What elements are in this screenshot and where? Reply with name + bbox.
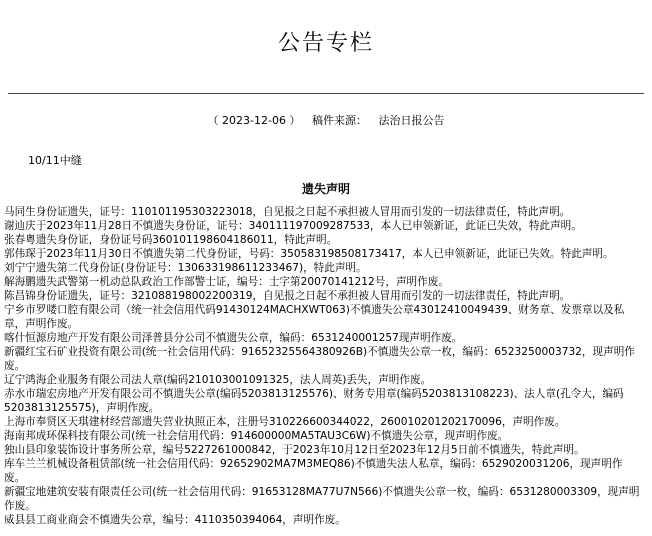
publish-date: （ 2023-12-06 ） <box>207 114 301 127</box>
notice-item: 新疆红宝石矿业投资有限公司(统一社会信用代码：91652325564380926B)不慎遗失公章一枚，编码：6523250003732，现声明作废。 <box>4 346 635 372</box>
notice-item: 海南邦成环保科技有限公司(统一社会信用代码：914600000MA5TAU3C6W)不慎遗失公章，现声明作废。 <box>4 430 509 442</box>
notice-item: 谢辿庆于2023年11月28日不慎遗失身份证，证号：340111197009287533，本人已申领新证，此证已失效，特此声明。 <box>4 220 582 232</box>
notice-item: 宁乡市罗喽口腔有限公司（统一社会信用代码91430124MACHXWT063)不慎遗失公章43012410049439、财务章、发票章以及私章，声明作废。 <box>4 304 625 330</box>
notice-item: 陈昌锦身份证遗失，证号：321088198002200319，自见报之日起不承担被人冒用而引发的一切法律责任，特此声明。 <box>4 290 571 302</box>
source-name: 法治日报公告 <box>378 114 445 127</box>
title-divider <box>8 93 644 94</box>
notice-item: 郭伟琛于2023年11月30日不慎遗失第二代身份证，号码：350583198508173417，本人已申领新证，此证已失效。特此声明。 <box>4 248 614 260</box>
notice-item: 刘宁宁遗失第二代身份证(身份证号：130633198611233467)，特此声明。 <box>4 262 367 274</box>
notice-item: 辽宁鸿海企业服务有限公司法人章(编码210103001091325，法人周英)丢失，声明作废。 <box>4 374 432 386</box>
notice-item: 赤水市瑞宏房地产开发有限公司不慎遗失公章(编码5203813125576)、财务专用章(编码5203813108223)、法人章(孔令大，编码5203813125575)，声明作废。 <box>4 388 624 414</box>
notice-item: 独山县印象装饰设计事务所公章，编号5227261000842，于2023年10月12日至2023年12月5日前不慎遗失，特此声明。 <box>4 444 585 456</box>
source-label: 稿件来源： <box>311 114 367 127</box>
edition-label: 10/11中缝 <box>28 154 82 167</box>
notice-item: 上海市奉贤区天琪建材经营部遗失营业执照正本，注册号310226600344022，2600102012021700​96，声明作废。 <box>4 416 566 428</box>
notice-item: 库车兰兰机械设备租赁部(统一社会信用代码：92652902MA7M3MEQ86)不慎遗失法人私章，编码：6529020031206，现声明作废。 <box>4 458 623 484</box>
notice-item: 新疆宝地建筑安装有限责任公司(统一社会信用代码：91653128MA77U7N566)不慎遗失公章一枚，编码：6531280003309，现声明作废。 <box>4 486 640 512</box>
notice-item: 喀什恒源房地产开发有限公司泽普县分公司不慎遗失公章，编码：6531240001257现声明作废。 <box>4 332 463 344</box>
notice-item: 威县县工商业商会不慎遗失公章，编号：4110350394064，声明作废。 <box>4 514 346 526</box>
notice-item: 马同生身份证遗失，证号：110101195303223018，自见报之日起不承担被人冒用而引发的一切法律责任，特此声明。 <box>4 206 571 218</box>
article-meta <box>0 112 652 128</box>
notice-item: 张春粤遗失身份证，身份证号码360101198604186011，特此声明。 <box>4 234 338 246</box>
notice-list <box>4 205 640 527</box>
section-heading: 遗失声明 <box>301 182 350 196</box>
notice-item: 解海鹏遗失武警第一机动总队政治工作部警士证，编号：士字第20070141212号，声明作废。 <box>4 276 449 288</box>
page-title: 公告专栏 <box>277 31 374 56</box>
